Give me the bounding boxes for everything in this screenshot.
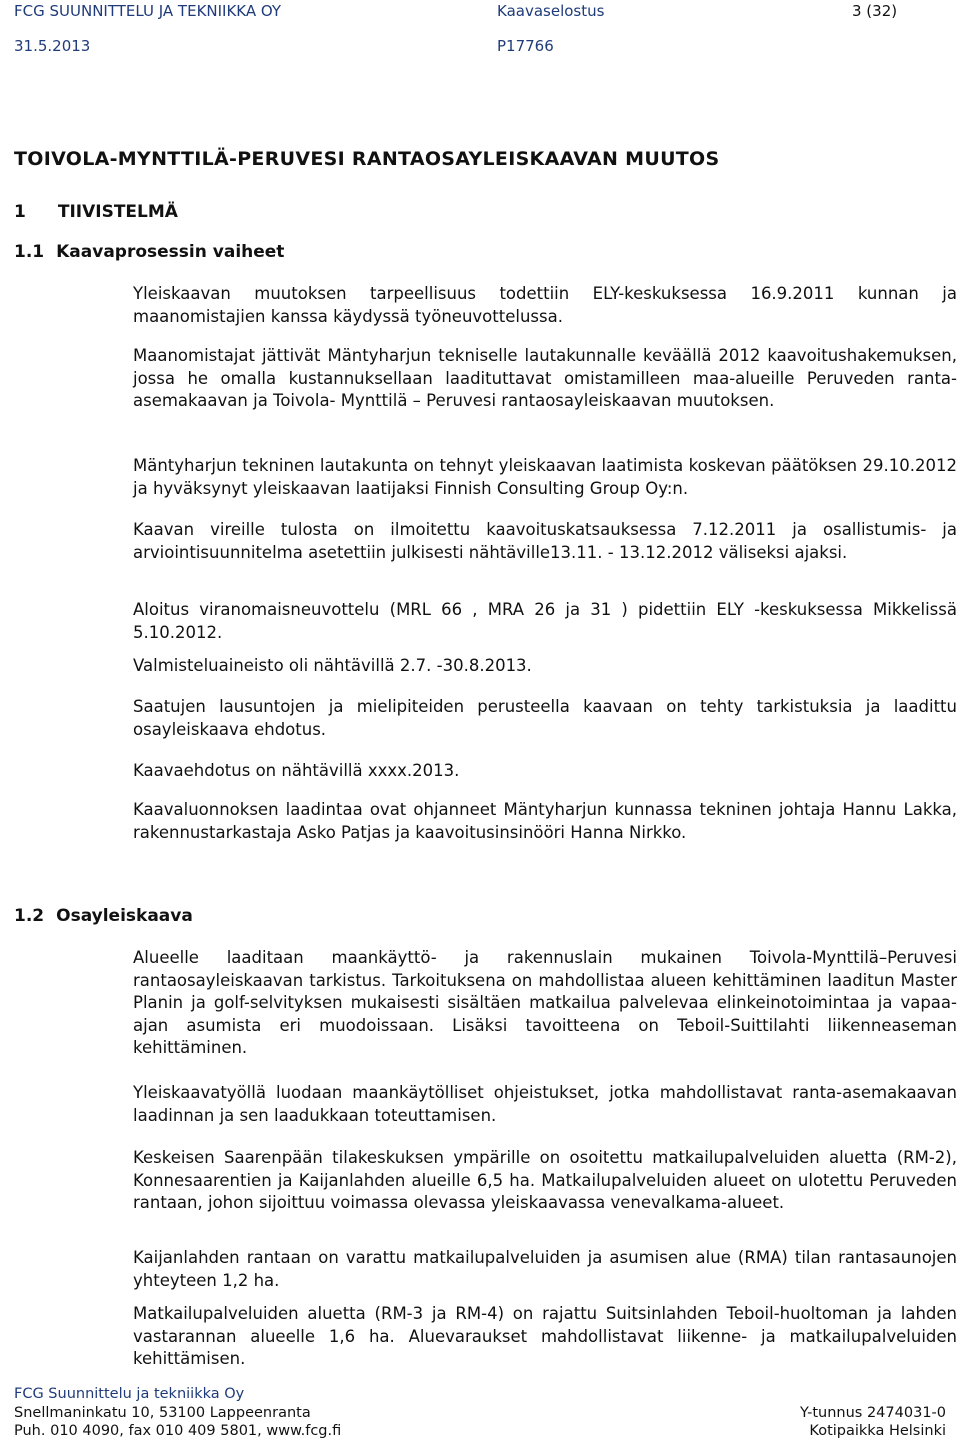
paragraph: Saatujen lausuntojen ja mielipiteiden perusteella kaavaan on tehty tarkistuksia ja laadittu osayleiskaava ehdotus. [133,697,957,739]
header-date: 31.5.2013 [14,37,91,55]
paragraph: Aloitus viranomaisneuvottelu (MRL 66 , MRA 26 ja 31 ) pidettiin ELY -keskuksessa Mikkelissä 5.10.2012. [133,600,957,642]
section-title: Kaavaprosessin vaiheet [56,242,285,262]
paragraph: Alueelle laaditaan maankäyttö- ja rakennuslain mukainen Toivola-Mynttilä–Peruvesi rantaosayleiskaavan tarkistus. Tarkoituksena on mahdollistaa alueen kehittäminen laaditun Master Planin ja golf-selvityksen mukaisesti sisältäen matkailua palvelevaa elinkeinotoimintaa ja vapaa-ajan asumista eri muodoissaan. Lisäksi tavoitteena on Teboil-Suittilahti liikenneaseman kehittäminen. [133,948,957,1057]
footer-company: FCG Suunnittelu ja tekniikka Oy [14,1386,245,1402]
section-1-1-heading [14,242,284,262]
section-number: 1.1 [14,242,45,262]
header-doc-type: Kaavaselostus [497,2,605,20]
paragraph: Mäntyharjun tekninen lautakunta on tehnyt yleiskaavan laatimista koskevan päätöksen 29.10.2012 ja hyväksynyt yleiskaavan laatijaksi Finnish Consulting Group Oy:n. [133,456,957,498]
footer-address: Snellmaninkatu 10, 53100 Lappeenranta [14,1405,311,1421]
paragraph: Kaavaluonnoksen laadintaa ovat ohjanneet Mäntyharjun kunnassa tekninen johtaja Hannu Lakka, rakennustarkastaja Asko Patjas ja kaavoitusinsinööri Hanna Nirkko. [133,800,957,842]
footer-contact: Puh. 010 4090, fax 010 409 5801, www.fcg.fi [14,1423,342,1439]
header-page-number: 3 (32) [852,2,898,20]
footer-domicile: Kotipaikka Helsinki [809,1423,946,1439]
paragraph: Maanomistajat jättivät Mäntyharjun tekniselle lautakunnalle keväällä 2012 kaavoitushakemuksen, jossa he omalla kustannuksellaan laadituttavat omistamilleen maa-alueille Peruveden ranta-asemakaavan ja Toivola- Mynttilä – Peruvesi rantaosayleiskaavan muutoksen. [133,346,957,410]
paragraph: Valmisteluaineisto oli nähtävillä 2.7. -30.8.2013. [133,656,532,675]
section-number: 1 [14,202,26,222]
header-project-number: P17766 [497,37,554,55]
section-title: Osayleiskaava [56,906,193,926]
paragraph: Keskeisen Saarenpään tilakeskuksen ympärille on osoitettu matkailupalveluiden aluetta (RM-2), Konnesaarentien ja Kaijanlahden alueille 6,5 ha. Matkailupalveluiden alueet on ulotettu Peruveden rantaan, johon sijoittuu voimassa olevassa yleiskaavassa venevalkama-alueet. [133,1148,957,1212]
section-1-2-heading [14,906,193,926]
document-title: TOIVOLA-MYNTTILÄ-PERUVESI RANTAOSAYLEISKAAVAN MUUTOS [14,148,720,170]
section-number: 1.2 [14,906,45,926]
paragraph: Kaijanlahden rantaan on varattu matkailupalveluiden ja asumisen alue (RMA) tilan rantasaunojen yhteyteen 1,2 ha. [133,1248,957,1290]
paragraph: Matkailupalveluiden aluetta (RM-3 ja RM-4) on rajattu Suitsinlahden Teboil-huoltoman ja lahden vastarannan alueelle 1,6 ha. Aluevaraukset mahdollistavat liikenne- ja matkailupalveluiden kehittämisen. [133,1304,957,1368]
paragraph: Yleiskaavan muutoksen tarpeellisuus todettiin ELY-keskuksessa 16.9.2011 kunnan ja maanomistajien kanssa käydyssä työneuvottelussa. [133,284,957,326]
paragraph: Kaavaehdotus on nähtävillä xxxx.2013. [133,761,460,780]
paragraph: Kaavan vireille tulosta on ilmoitettu kaavoituskatsauksessa 7.12.2011 ja osallistumis- ja arviointisuunnitelma asetettiin julkisesti nähtäville13.11. - 13.12.2012 väliseksi ajaksi. [133,520,957,562]
footer-business-id: Y-tunnus 2474031-0 [799,1405,946,1421]
section-1-heading [14,202,178,222]
paragraph: Yleiskaavatyöllä luodaan maankäytölliset ohjeistukset, jotka mahdollistavat ranta-asemakaavan laadinnan ja sen laadukkaan toteuttamisen. [133,1083,957,1125]
section-title: TIIVISTELMÄ [57,202,178,222]
header-company: FCG SUUNNITTELU JA TEKNIIKKA OY [14,2,282,20]
